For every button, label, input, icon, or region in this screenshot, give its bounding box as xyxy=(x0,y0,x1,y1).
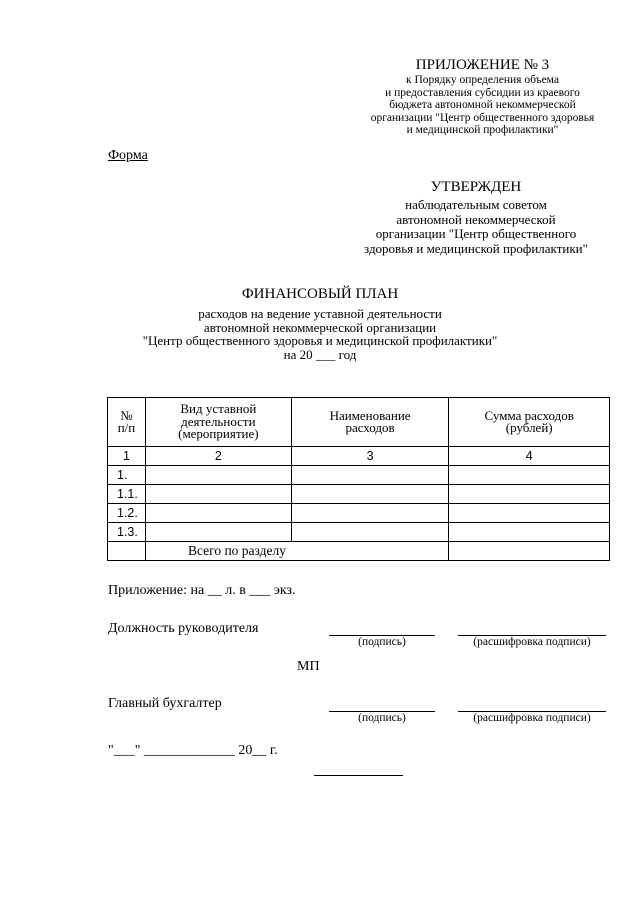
total-amount-cell[interactable] xyxy=(449,542,610,561)
decode-caption: (расшифровка подписи) xyxy=(473,636,591,648)
plan-heading xyxy=(120,285,520,361)
row-number: 1.2. xyxy=(108,504,146,523)
table-cell[interactable] xyxy=(291,523,449,542)
header-activity: Вид уставной деятельности (мероприятие) xyxy=(145,398,291,447)
appendix-block xyxy=(340,56,625,137)
head-position-label: Должность руководителя xyxy=(108,621,259,636)
table-cell[interactable] xyxy=(291,504,449,523)
appendix-line: и предоставления субсидии из краевого xyxy=(385,86,580,99)
table-row xyxy=(108,485,610,504)
approved-line: автономной некоммерческой xyxy=(396,211,556,227)
table-row xyxy=(108,504,610,523)
table-cell[interactable] xyxy=(291,466,449,485)
chief-accountant-label: Главный бухгалтер xyxy=(108,696,222,711)
footer-separator xyxy=(314,775,403,776)
table-cell[interactable] xyxy=(449,523,610,542)
column-number: 4 xyxy=(449,447,610,466)
table-cell[interactable] xyxy=(291,485,449,504)
table-cell[interactable] xyxy=(449,504,610,523)
header-amount: Сумма расходов (рублей) xyxy=(449,398,610,447)
total-label: Всего по разделу xyxy=(145,542,448,561)
approved-title: УТВЕРЖДЕН xyxy=(430,179,522,195)
signature-caption: (подпись) xyxy=(358,636,406,648)
table-cell xyxy=(108,542,146,561)
approved-line: организации "Центр общественного xyxy=(375,226,577,241)
approved-line: здоровья и медицинской профилактики" xyxy=(364,240,588,256)
column-number: 3 xyxy=(291,447,449,466)
finance-table xyxy=(107,397,610,561)
plan-title: ФИНАНСОВЫЙ ПЛАН xyxy=(241,286,399,302)
column-number: 1 xyxy=(108,447,146,466)
table-cell[interactable] xyxy=(145,466,291,485)
column-number: 2 xyxy=(145,447,291,466)
header-expense-name: Наименование расходов xyxy=(291,398,449,447)
header-number: № п/п xyxy=(108,398,146,447)
row-number: 1.1. xyxy=(108,485,146,504)
appendix-title: ПРИЛОЖЕНИЕ № 3 xyxy=(415,57,550,73)
total-row xyxy=(108,542,610,561)
plan-year: на 20 ___ год xyxy=(283,346,357,362)
date-line: "___" _____________ 20__ г. xyxy=(108,743,278,758)
table-cell[interactable] xyxy=(145,523,291,542)
decode-caption: (расшифровка подписи) xyxy=(473,712,591,724)
appendix-line: организации "Центр общественного здоровья xyxy=(370,111,595,124)
appendix-line: к Порядку определения объема xyxy=(405,74,559,86)
row-number: 1. xyxy=(108,466,146,485)
table-header-row xyxy=(108,398,610,447)
appendix-line: бюджета автономной некоммерческой xyxy=(389,99,576,111)
column-number-row xyxy=(108,447,610,466)
table-cell[interactable] xyxy=(449,485,610,504)
table-row xyxy=(108,466,610,485)
table-cell[interactable] xyxy=(449,466,610,485)
signature-caption: (подпись) xyxy=(358,712,406,724)
row-number: 1.3. xyxy=(108,523,146,542)
attachment-text: Приложение: на __ л. в ___ экз. xyxy=(108,583,296,598)
table-cell[interactable] xyxy=(145,504,291,523)
plan-line: расходов на ведение уставной деятельности xyxy=(198,306,442,321)
approved-block xyxy=(330,178,622,256)
appendix-line: и медицинской профилактики" xyxy=(406,124,559,136)
approved-line: наблюдательным советом xyxy=(405,197,547,212)
form-label: Форма xyxy=(108,148,148,163)
table-row xyxy=(108,523,610,542)
plan-line: автономной некоммерческой организации xyxy=(203,319,437,335)
plan-line: "Центр общественного здоровья и медицинской профилактики" xyxy=(142,333,498,348)
table-cell[interactable] xyxy=(145,485,291,504)
stamp-label: МП xyxy=(297,659,320,674)
